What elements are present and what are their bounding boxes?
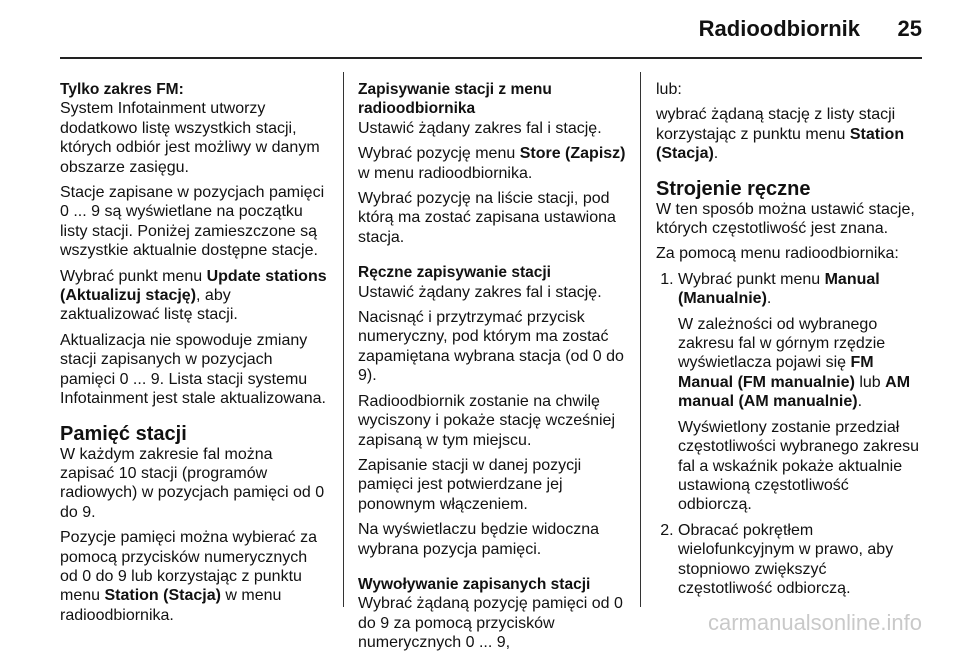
paragraph: W każdym zakresie fal można zapisać 10 stacji (programów radiowych) w pozycjach pamięci od 0 do 9. <box>60 445 325 521</box>
paragraph: Aktualizacja nie spowoduje zmiany stacji zapisanych w pozycjach pamięci 0 ... 9. Lista stacji systemu Infotainment jest stale aktualizowana. <box>60 331 326 408</box>
paragraph: 2. Obracać pokrętłem wielofunkcyjnym w prawo, aby stopniowo zwiększyć częstotliwość odbiorczą. <box>678 521 894 597</box>
list-item: 1. Wybrać punkt menu Manual (Manualnie). W zależności od wybranego zakresu fal w górnym rzędzie wyświetlacza pojawi się FM Manual (FM manualnie) lub AM manual (AM manualnie). Wyświetlony zostanie przedział częstotliwości wybranego zakresu fal a wskaźnik pokaże aktualnie ustawioną częstotliwość odbiorczą. <box>678 270 924 515</box>
paragraph: Na wyświetlaczu będzie widoczna wybrana pozycja pamięci. <box>358 521 599 558</box>
menu-item-ref: Store (Zapisz) <box>519 145 626 163</box>
paragraph: Wybrać pozycję menu Store (Zapisz) w menu radioodbiornika. <box>358 145 626 182</box>
paragraph: Nacisnąć i przytrzymać przycisk numeryczny, pod którym ma zostać zapamiętana wybrana stacja (od 0 do 9). <box>358 309 624 385</box>
menu-item-ref: Station (Stacja) <box>104 587 221 605</box>
column-1 <box>60 80 328 631</box>
fm-heading: Tylko zakres FM: <box>60 81 184 98</box>
paragraph: Zapisanie stacji w danej pozycji pamięci jest potwierdzane jej ponownym włączeniem. <box>358 456 582 513</box>
list-item <box>678 521 924 599</box>
page-header <box>0 0 960 60</box>
column-3 <box>656 80 924 604</box>
paragraph: W ten sposób można ustawić stacje, których częstotliwość jest znana. <box>656 200 915 238</box>
paragraph: Wybrać żądaną pozycję pamięci od 0 do 9 za pomocą przycisków numerycznych 0 ... 9, <box>358 595 623 652</box>
paragraph: lub: <box>656 81 682 98</box>
column-divider <box>640 72 641 607</box>
menu-item-ref: Manual (Manualnie) <box>678 270 880 308</box>
paragraph: Ustawić żądany zakres fal i stację. <box>358 119 602 137</box>
column-divider <box>343 72 344 607</box>
watermark: carmanualsonline.info <box>707 610 922 635</box>
recall-heading: Wywoływanie zapisanych stacji <box>358 575 591 593</box>
paragraph: Wybrać pozycję na liście stacji, pod którą ma zostać zapisana ustawiona stacja. <box>358 190 616 246</box>
page-number: 25 <box>897 16 922 41</box>
steps-list <box>656 270 924 599</box>
paragraph: Wyświetlony zostanie przedział częstotliwości wybranego zakresu fal a wskaźnik pokaże aktualnie ustawioną częstotliwość odbiorczą. <box>678 418 919 514</box>
paragraph: System Infotainment utworzy dodatkowo listę wszystkich stacji, których odbiór jest możliwy w danym obszarze zasięgu. <box>60 100 320 176</box>
menu-item-ref: AM manual (AM manualnie) <box>678 373 911 411</box>
chapter-title: Radioodbiornik <box>698 16 860 41</box>
paragraph: Wybrać punkt menu Update stations (Aktualizuj stację), aby zaktualizować listę stacji. <box>60 267 327 324</box>
section-heading-memory: Pamięć stacji <box>60 422 187 445</box>
menu-item-ref: Station (Stacja) <box>656 125 905 163</box>
section-heading-manual-tuning: Strojenie ręczne <box>656 177 811 200</box>
save-heading: Zapisywanie stacji z menu radioodbiornika <box>358 81 552 118</box>
column-2 <box>358 80 626 659</box>
paragraph: Stacje zapisane w pozycjach pamięci 0 ... 9 są wyświetlane na początku listy stacji. Poniżej zamieszczone są wszystkie aktualnie dostępne stacje. <box>60 184 325 260</box>
menu-item-ref: FM Manual (FM manualnie) <box>678 354 874 391</box>
paragraph: Ustawić żądany zakres fal i stację. <box>358 283 602 301</box>
paragraph: Za pomocą menu radioodbiornika: <box>656 245 899 263</box>
menu-item-ref: Update stations (Aktualizuj stację) <box>60 267 327 305</box>
paragraph: Radioodbiornik zostanie na chwilę wyciszony i pokaże stację wcześniej zapisaną w tym miejscu. <box>358 392 615 449</box>
paragraph: wybrać żądaną stację z listy stacji korzystając z punktu menu Station (Stacja). <box>656 106 905 163</box>
manual-save-heading: Ręczne zapisywanie stacji <box>358 264 551 282</box>
header-rule <box>60 57 922 59</box>
paragraph: Pozycje pamięci można wybierać za pomocą przycisków numerycznych od 0 do 9 lub korzystając z punktu menu Station (Stacja) w menu radioodbiornika. <box>60 529 317 624</box>
